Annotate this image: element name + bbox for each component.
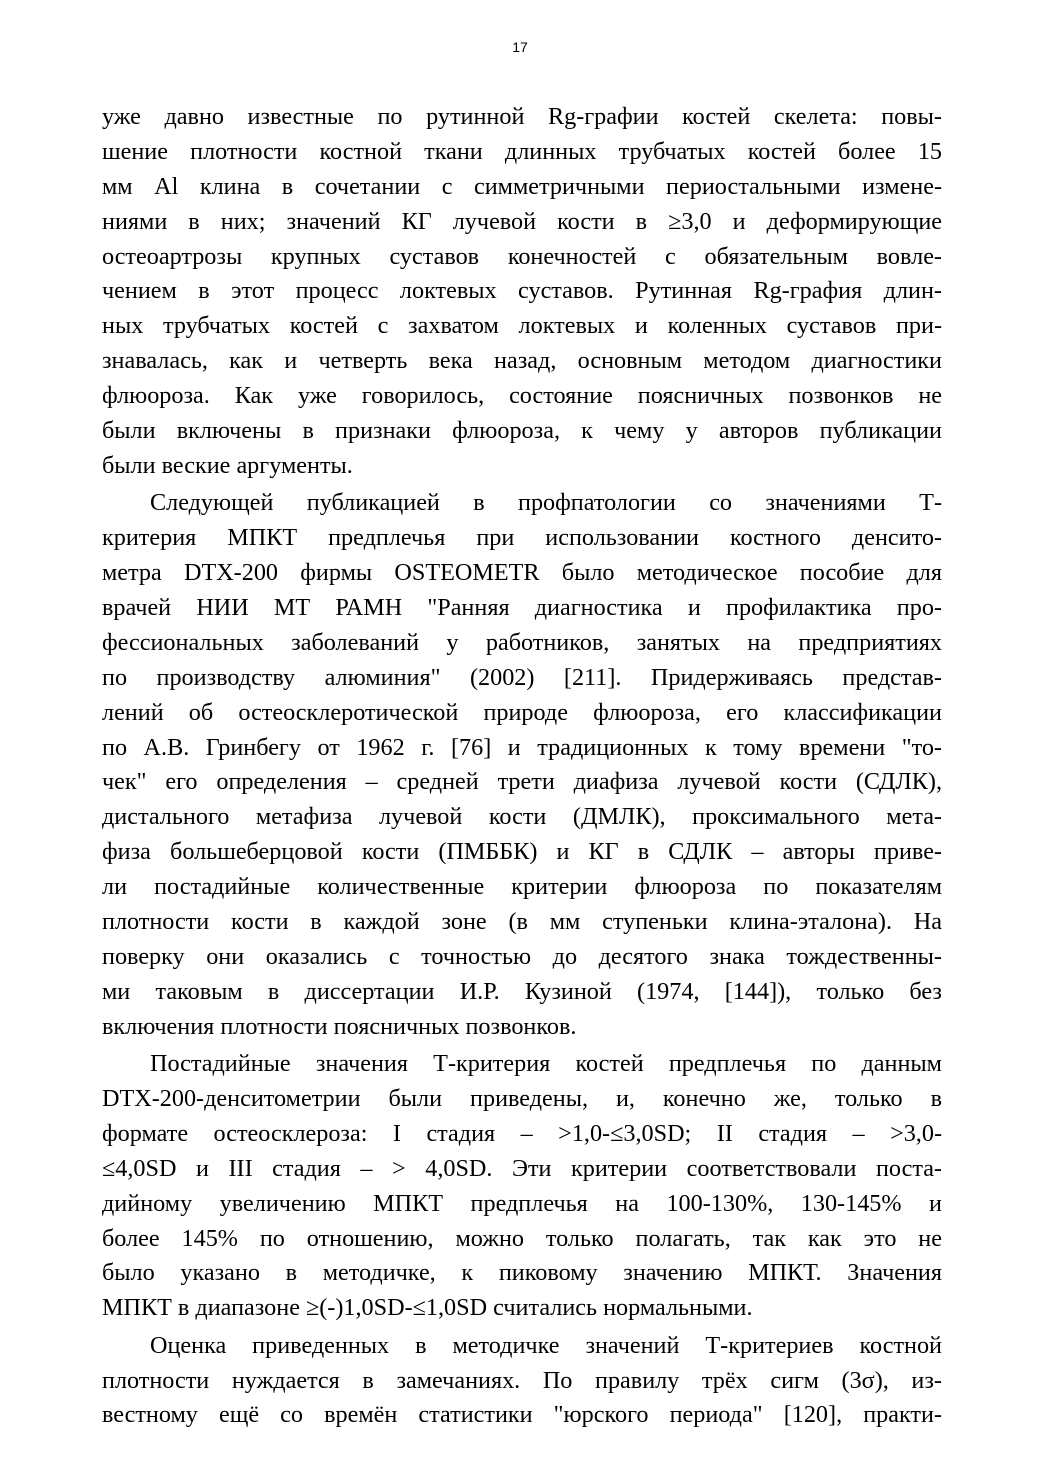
text-line: физа большеберцовой кости (ПМББК) и КГ в СДЛК – авторы приве- <box>102 838 942 866</box>
text-line: были включены в признаки флюороза, к чему у авторов публикации <box>102 417 942 445</box>
text-line: по производству алюминия" (2002) [211]. Придерживаясь представ- <box>102 663 942 691</box>
text-line: Постадийные значения Т-критерия костей предплечья по данным <box>150 1050 942 1078</box>
text-line: было указано в методичке, к пиковому значению МПКТ. Значения <box>102 1259 942 1287</box>
text-line: дистального метафиза лучевой кости (ДМЛК), проксимального мета- <box>102 803 942 831</box>
text-line: вестному ещё со времён статистики "юрского периода" [120], практи- <box>102 1401 942 1429</box>
paragraph-2 <box>102 486 942 1044</box>
page-number: 17 <box>512 39 528 55</box>
text-line: ных трубчатых костей с захватом локтевых и коленных суставов при- <box>102 312 942 340</box>
text-line: поверку они оказались с точностью до десятого знака тождественны- <box>102 942 942 970</box>
text-line: ≤4,0SD и III стадия – > 4,0SD. Эти критерии соответствовали поста- <box>102 1154 942 1182</box>
text-line: ми таковым в диссертации И.Р. Кузиной (1974, [144]), только без <box>102 977 942 1005</box>
text-line: чением в этот процесс локтевых суставов. Рутинная Rg-графия длин- <box>102 277 942 305</box>
text-line: лений об остеосклеротической природе флюороза, его классификации <box>102 698 942 726</box>
body-text <box>102 100 942 1433</box>
text-line: врачей НИИ МТ РАМН "Ранняя диагностика и профилактика про- <box>102 593 942 621</box>
text-line: DTX-200-денситометрии были приведены, и, конечно же, только в <box>102 1084 942 1112</box>
text-line: ли постадийные количественные критерии флюороза по показателям <box>102 873 942 901</box>
text-line: Следующей публикацией в профпатологии со значениями Т- <box>150 489 942 517</box>
paragraph-1 <box>102 100 942 484</box>
text-line: включения плотности поясничных позвонков. <box>102 1012 577 1040</box>
text-line: мм Al клина в сочетании с симметричными периостальными измене- <box>102 172 942 200</box>
text-line: были веские аргументы. <box>102 451 353 479</box>
paragraph-4 <box>102 1329 942 1434</box>
text-line: Оценка приведенных в методичке значений Т-критериев костной <box>150 1331 942 1359</box>
paragraph-3 <box>102 1047 942 1326</box>
text-line: знавалась, как и четверть века назад, основным методом диагностики <box>102 347 942 375</box>
text-line: флюороза. Как уже говорилось, состояние поясничных позвонков не <box>102 382 942 410</box>
text-line: метра DTX-200 фирмы OSTEOMETR было методическое пособие для <box>102 559 942 587</box>
text-line: чек" его определения – средней трети диафиза лучевой кости (СДЛК), <box>102 768 942 796</box>
text-line: по А.В. Гринбегу от 1962 г. [76] и традиционных к тому времени "то- <box>102 733 942 761</box>
text-line: формате остеосклероза: I стадия – >1,0-≤3,0SD; II стадия – >3,0- <box>102 1119 942 1147</box>
text-line: шение плотности костной ткани длинных трубчатых костей более 15 <box>102 137 942 165</box>
text-line: ниями в них; значений КГ лучевой кости в ≥3,0 и деформирующие <box>102 207 942 235</box>
text-line: уже давно известные по рутинной Rg-графии костей скелета: повы- <box>102 103 942 130</box>
text-line: плотности нуждается в замечаниях. По правилу трёх сигм (3σ), из- <box>102 1366 942 1394</box>
text-line: плотности кости в каждой зоне (в мм ступеньки клина-эталона). На <box>102 907 942 935</box>
text-line: дийному увеличению МПКТ предплечья на 100-130%, 130-145% и <box>102 1189 942 1217</box>
text-line: фессиональных заболеваний у работников, занятых на предприятиях <box>102 628 942 656</box>
text-line: остеоартрозы крупных суставов конечностей с обязательным вовле- <box>102 242 942 270</box>
text-line: более 145% по отношению, можно только полагать, так как это не <box>102 1224 942 1252</box>
text-line: МПКТ в диапазоне ≥(-)1,0SD-≤1,0SD считались нормальными. <box>102 1294 753 1322</box>
text-line: критерия МПКТ предплечья при использовании костного денсито- <box>102 524 942 552</box>
